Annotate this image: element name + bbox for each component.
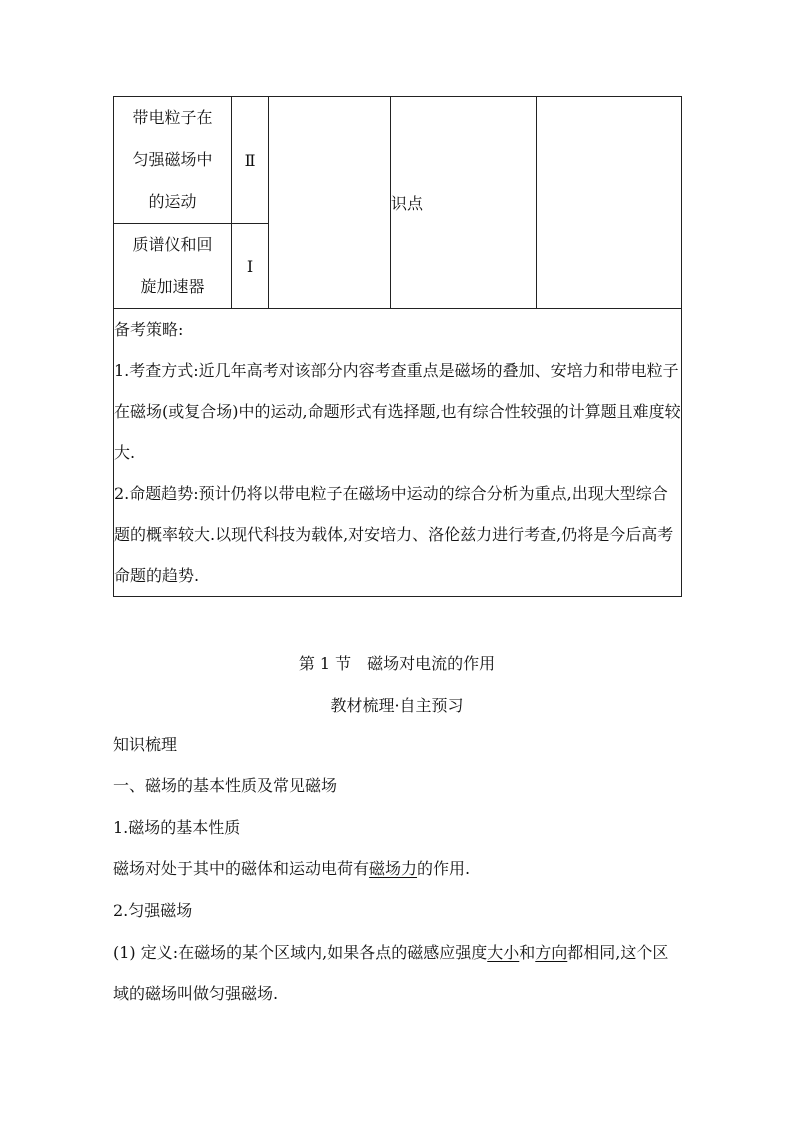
strategy-heading: 备考策略: [114, 320, 184, 339]
strategy-cell [114, 309, 682, 597]
heading-1: 一、磁场的基本性质及常见磁场 [113, 776, 338, 795]
fill-blank: 大小 [487, 943, 520, 962]
text-segment: 和 [519, 943, 536, 962]
section-title: 第 1 节 磁场对电流的作用 [298, 654, 496, 673]
empty-cell [537, 97, 682, 309]
level-cell: Ⅱ [232, 97, 269, 224]
table-row [114, 97, 682, 224]
strategy-item: 2.命题趋势:预计仍将以带电粒子在磁场中运动的综合分析为重点,出现大型综合题的概率较大.以现代科技为载体,对安培力、洛伦兹力进行考查,仍将是今后高考命题的趋势. [114, 484, 674, 585]
strategy-item: 1.考查方式:近几年高考对该部分内容考查重点是磁场的叠加、安培力和带电粒子在磁场(或复合场)中的运动,命题形式有选择题,也有综合性较强的计算题且难度较大. [114, 361, 681, 462]
topic-line: 旋加速器 [140, 277, 205, 296]
level-cell: Ⅰ [232, 224, 269, 309]
text-segment: 的作用. [417, 859, 471, 878]
topic-cell [114, 97, 232, 224]
fill-blank: 方向 [535, 943, 568, 962]
subtitle: 教材梳理·自主预习 [330, 696, 464, 715]
fill-blank: 磁场力 [369, 859, 418, 878]
table-row [114, 309, 682, 597]
exam-requirements-table [113, 96, 682, 597]
knowledge-heading: 知识梳理 [113, 735, 178, 754]
text-segment: (1) 定义:在磁场的某个区域内,如果各点的磁感应强度 [113, 943, 488, 962]
item-1-text [113, 848, 683, 889]
text-segment: 磁场对处于其中的磁体和运动电荷有 [113, 859, 370, 878]
text-segment: 都相同,这个区域的磁场叫做匀强磁场. [113, 943, 669, 1003]
topic-line: 质谱仪和回 [132, 235, 213, 254]
topic-cell [114, 224, 232, 309]
item-2-definition [113, 932, 683, 1014]
topic-line: 匀强磁场中 [132, 150, 213, 169]
topic-line: 的运动 [148, 192, 197, 211]
requirement-cell [269, 97, 391, 309]
item-2-title: 2.匀强磁场 [113, 901, 193, 920]
topic-line: 带电粒子在 [132, 108, 213, 127]
item-1-title: 1.磁场的基本性质 [113, 818, 241, 837]
knowledge-point-cell: 识点 [391, 97, 537, 309]
